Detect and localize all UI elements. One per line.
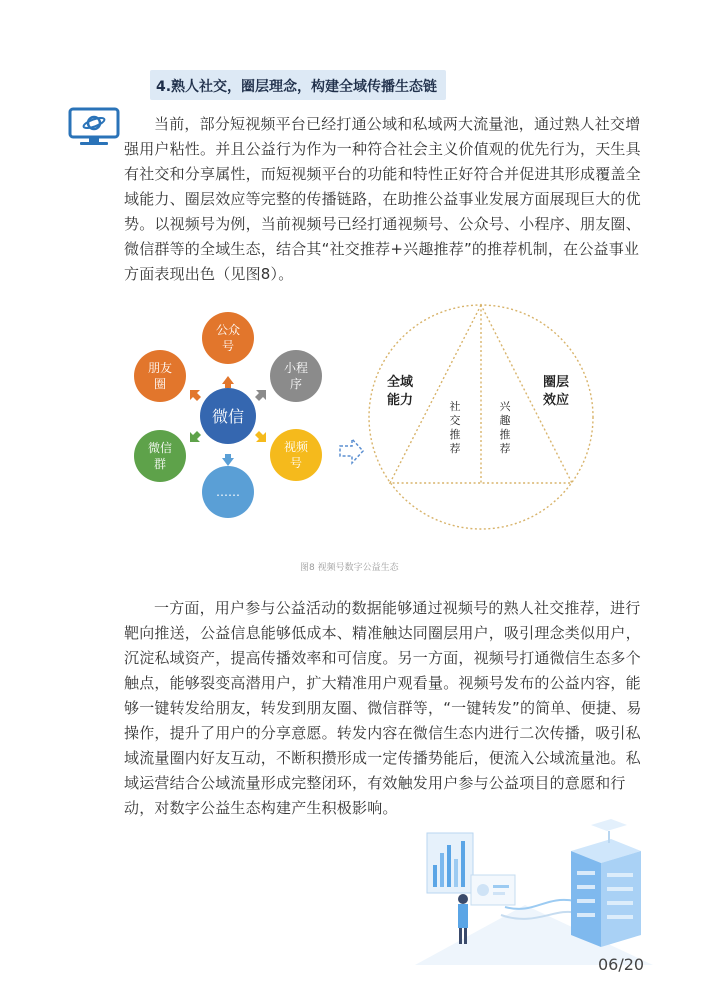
node-pengyouquan-line2: 圈 (153, 377, 167, 391)
node-weixinqun (134, 430, 186, 482)
data-server-illustration (405, 815, 653, 967)
arrow-se (255, 431, 266, 442)
node-xiaochengxu (270, 350, 322, 402)
label-xingqu-2: 趣 (499, 414, 511, 427)
ecosystem-circle (369, 305, 593, 529)
node-gongzhonghao-line1: 公众 (215, 323, 241, 337)
node-shipinhao-line1: 视频 (283, 440, 309, 454)
label-shejiao-2: 交 (449, 414, 461, 427)
node-pengyouquan-line1: 朋友 (147, 361, 173, 375)
arrow-ne (255, 390, 266, 401)
dashed-arrow-icon (340, 439, 363, 463)
section-heading: 4.熟人社交，圈层理念，构建全域传播生态链 (156, 79, 438, 95)
node-weixinqun-line1: 微信 (147, 441, 173, 455)
paragraph-intro: 当前，部分短视频平台已经打通公域和私域两大流量池，通过熟人社交增强用户粘性。并且公益行为作为一种符合社会主义价值观的优先行为，天生具有社交和分享属性，而短视频平台的功能和特性正好符合并促进其形成覆盖全域能力、圈层效应等完整的传播链路，在助推公益事业发展方面展现巨大的优势。以视频号为例，当前视频号已经打通视频号、公众号、小程序、朋友圈、微信群等的全域生态，结合其“社交推荐+兴趣推荐”的推荐机制，在公益事业方面表现出色（见图8）。 (124, 115, 641, 283)
label-quanyu-line1: 全域 (386, 375, 414, 390)
node-xiaochengxu-line2: 序 (289, 377, 303, 391)
arrow-sw (190, 431, 201, 442)
label-xingqu-3: 推 (499, 428, 511, 441)
node-gongzhonghao (202, 312, 254, 364)
monitor-planet-icon (68, 107, 120, 147)
label-shejiao-4: 荐 (449, 442, 461, 455)
label-quanyu-line2: 能力 (386, 393, 414, 408)
label-xingqu-4: 荐 (499, 442, 511, 455)
arrow-up (222, 376, 234, 388)
label-xingqu-1: 兴 (499, 400, 511, 413)
figure-ecosystem (128, 300, 648, 535)
node-gongzhonghao-line2: 号 (221, 339, 235, 353)
arrow-nw (190, 390, 201, 401)
node-pengyouquan (134, 350, 186, 402)
node-shipinhao-line2: 号 (289, 456, 303, 470)
node-more-label: …… (216, 485, 240, 499)
center-label: 微信 (211, 407, 245, 426)
page-number: 06/20 (598, 955, 645, 974)
label-quanceng-line1: 圈层 (542, 375, 570, 390)
label-shejiao-3: 推 (449, 428, 461, 441)
node-shipinhao (270, 429, 322, 481)
label-shejiao-1: 社 (449, 400, 461, 413)
arrow-down (222, 454, 234, 466)
paragraph-body: 一方面，用户参与公益活动的数据能够通过视频号的熟人社交推荐，进行靶向推送，公益信息能够低成本、精准触达同圈层用户，吸引理念类似用户，沉淀私域资产，提高传播效率和可信度。另一方面，视频号打通微信生态多个触点，能够裂变高潜用户，扩大精准用户观看量。视频号发布的公益内容，能够一键转发给朋友，转发到朋友圈、微信群等，“一键转发”的简单、便捷、易操作，提升了用户的分享意愿。转发内容在微信生态内进行二次传播，吸引私域流量圈内好友互动，不断积攒形成一定传播势能后，便流入公域流量池。私域运营结合公域流量形成完整闭环，有效触发用户参与公益项目的意愿和行动，对数字公益生态构建产生积极影响。 (124, 599, 642, 817)
node-weixinqun-line2: 群 (153, 457, 167, 471)
label-quanceng-line2: 效应 (542, 393, 570, 408)
figure-caption: 图8 视频号数字公益生态 (300, 563, 399, 573)
node-xiaochengxu-line1: 小程 (283, 361, 309, 375)
